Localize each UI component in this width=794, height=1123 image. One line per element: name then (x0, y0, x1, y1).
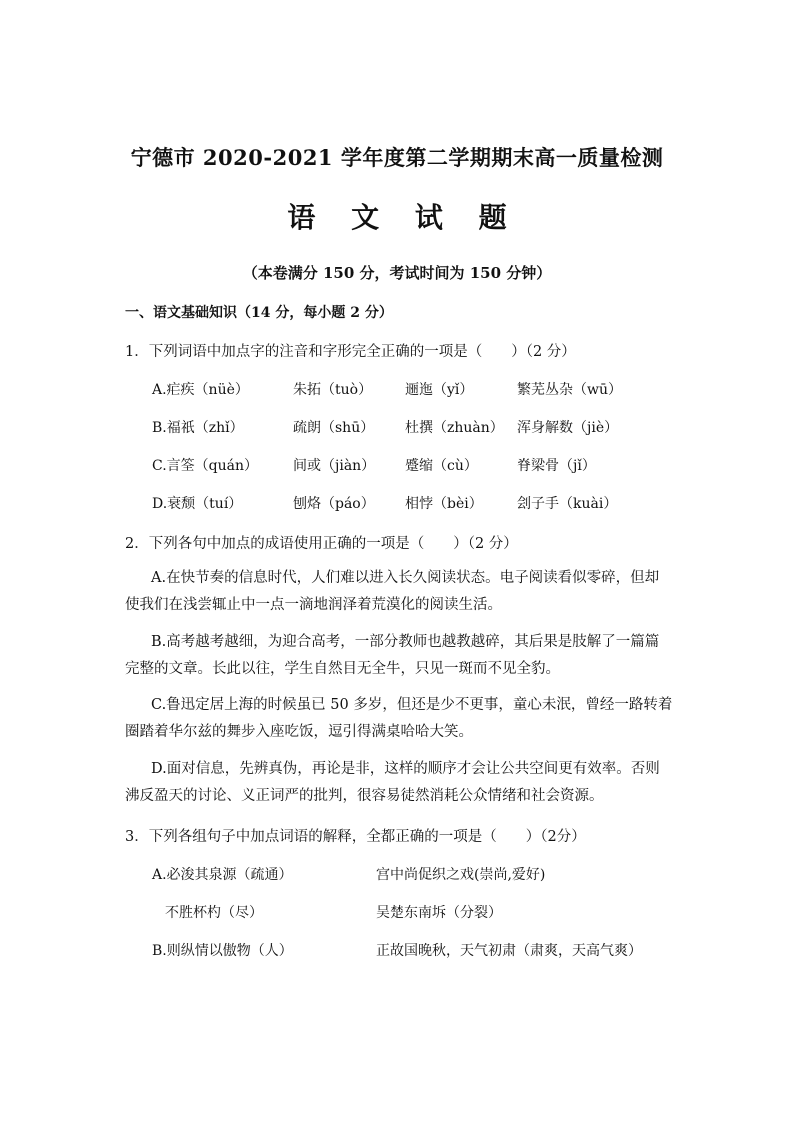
q3-option-cell: 正故国晚秋，天气初肃（肃爽，天高气爽） (376, 943, 642, 959)
q1-option-cell: 刨烙（páo） (293, 496, 375, 512)
section-heading: 一、语文基础知识（14 分，每小题 2 分） (125, 305, 393, 321)
q1-option-cell: 浑身解数（jiè） (517, 420, 619, 436)
q2-option-b: B.高考越考越细，为迎合高考，一部分教师也越教越碎，其后果是肢解了一篇篇完整的文章。长此以往，学生自然目无全牛，只见一斑而不见全豹。 (125, 634, 660, 677)
q3-option-cell: A.必浚其泉源（疏通） (152, 867, 293, 883)
q1-option-cell: 相悖（bèi） (405, 496, 483, 512)
question-1-stem: 1．下列词语中加点字的注音和字形完全正确的一项是（ ）（2 分） (125, 344, 576, 360)
q1-option-cell: 刽子手（kuài） (517, 496, 618, 512)
q1-option-cell: C.言筌（quán） (152, 458, 259, 474)
q3-option-cell: 吴楚东南坼（分裂） (376, 905, 502, 921)
question-3-stem: 3．下列各组句子中加点词语的解释，全都正确的一项是（ ）（2分） (125, 829, 586, 845)
exam-note: （本卷满分 150 分，考试时间为 150 分钟） (242, 264, 552, 282)
subject-title: 语 文 试 题 (287, 201, 507, 234)
q1-option-cell: D.衰颓（tuí） (152, 496, 243, 512)
q1-option-cell: 繁芜丛杂（wū） (517, 382, 622, 398)
q3-option-cell: 不胜杯杓（尽） (165, 905, 263, 921)
q1-option-cell: 脊梁骨（jǐ） (517, 458, 596, 474)
q2-option-d: D.面对信息，先辨真伪，再论是非，这样的顺序才会让公共空间更有效率。否则沸反盈天的讨论、义正词严的批判，很容易徒然消耗公众情绪和社会资源。 (125, 761, 660, 804)
q1-option-cell: 逦迤（yǐ） (405, 382, 474, 398)
q1-option-cell: 疏朗（shū） (293, 420, 375, 436)
q1-option-cell: 杜撰（zhuàn） (405, 420, 504, 436)
q3-option-cell: B.则纵情以傲物（人） (152, 943, 293, 959)
q3-option-cell: 宫中尚促织之戏(崇尚,爱好) (376, 867, 546, 883)
q2-option-a: A.在快节奏的信息时代，人们难以进入长久阅读状态。电子阅读看似零碎，但却使我们在浅尝辄止中一点一滴地润泽着荒漠化的阅读生活。 (125, 570, 660, 613)
q1-option-cell: 间或（jiàn） (293, 458, 376, 474)
q2-option-c: C.鲁迅定居上海的时候虽已 50 多岁，但还是少不更事，童心未泯，曾经一路转着圈踏着华尔兹的舞步入座吃饭，逗引得满桌哈哈大笑。 (125, 697, 673, 740)
q1-option-cell: 蹙缩（cù） (405, 458, 478, 474)
exam-title: 宁德市 2020-2021 学年度第二学期期末高一质量检测 (130, 145, 664, 170)
q1-option-cell: 朱拓（tuò） (293, 382, 373, 398)
q1-option-cell: A.疟疾（nüè） (152, 382, 249, 398)
question-2-stem: 2．下列各句中加点的成语使用正确的一项是（ ）（2 分） (125, 536, 518, 552)
q1-option-cell: B.福祇（zhǐ） (152, 420, 244, 436)
